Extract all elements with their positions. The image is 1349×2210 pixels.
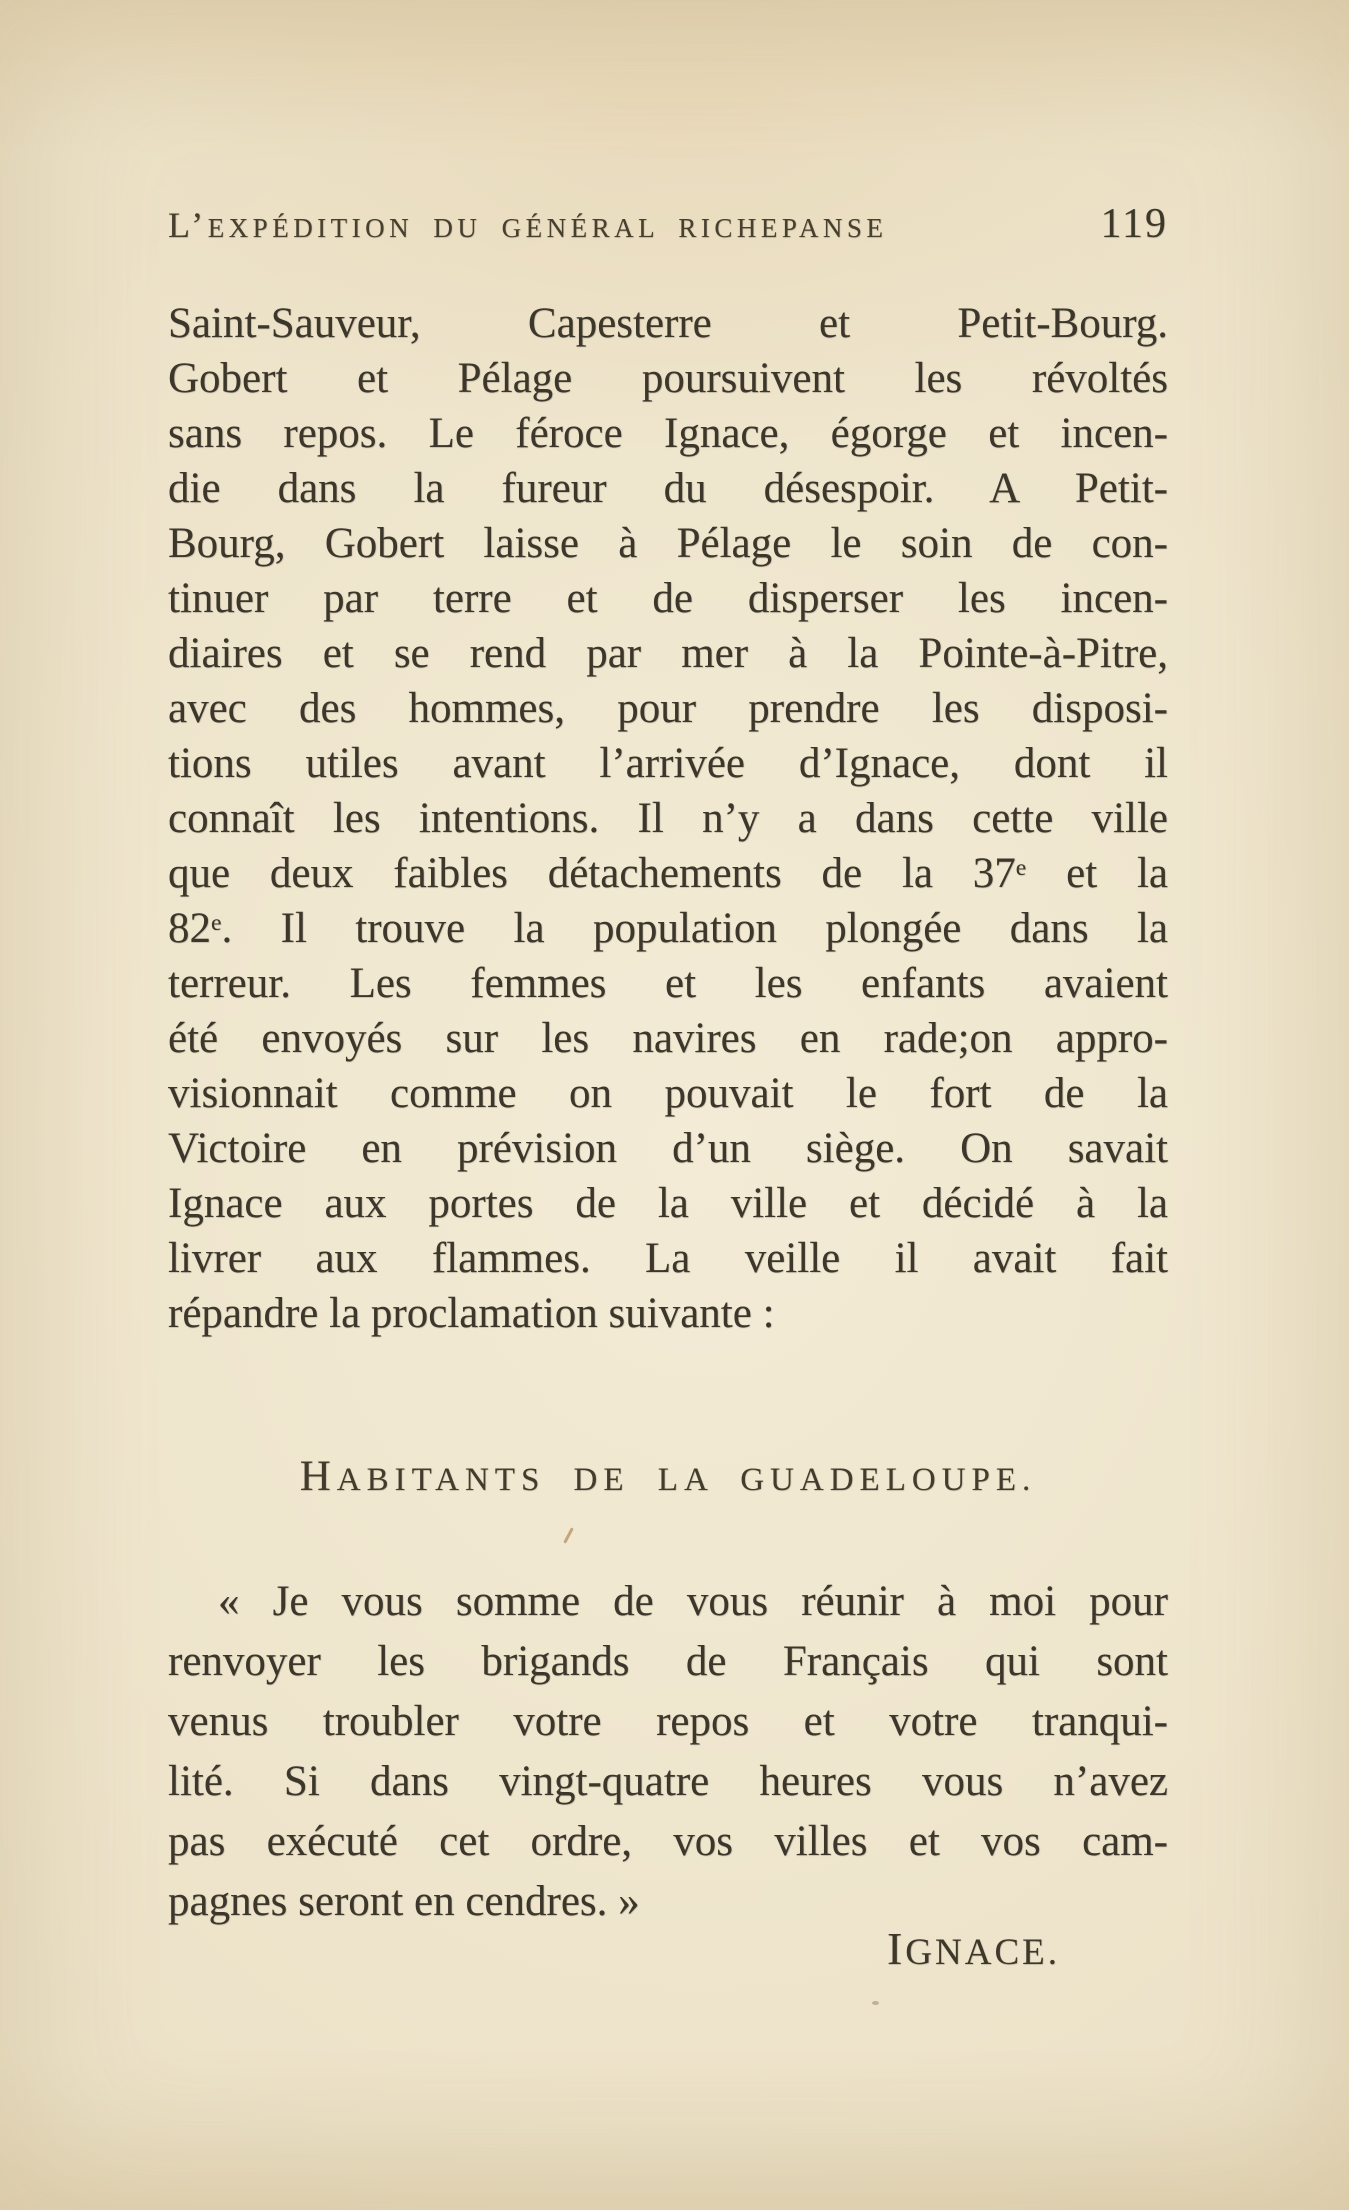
proclamation-paragraph bbox=[168, 1572, 1168, 1932]
text-line: « Je vous somme de vous réunir à moi pour bbox=[218, 1578, 1168, 1625]
text-line: été envoyés sur les navires en rade;on appro- bbox=[168, 1015, 1168, 1062]
text-line: Saint-Sauveur, Capesterre et Petit-Bourg. bbox=[168, 300, 1168, 347]
text-line: Ignace aux portes de la ville et décidé à la bbox=[168, 1180, 1168, 1227]
text-line: sans repos. Le féroce Ignace, égorge et incen- bbox=[168, 410, 1168, 457]
text-line: Gobert et Pélage poursuivent les révoltés bbox=[168, 355, 1168, 402]
text-line: avec des hommes, pour prendre les disposi- bbox=[168, 685, 1168, 732]
text-line: venus troubler votre repos et votre tranqui- bbox=[168, 1698, 1168, 1745]
page-number: 119 bbox=[1100, 201, 1168, 247]
text-line: die dans la fureur du désespoir. A Petit- bbox=[168, 465, 1168, 512]
text-line: répandre la proclamation suivante : bbox=[168, 1290, 775, 1337]
text-line: diaires et se rend par mer à la Pointe-à-Pitre, bbox=[168, 630, 1168, 677]
main-paragraph bbox=[168, 296, 1168, 1341]
text-line: Bourg, Gobert laisse à Pélage le soin de con- bbox=[168, 520, 1168, 567]
text-line: visionnait comme on pouvait le fort de la bbox=[168, 1070, 1168, 1117]
paper-speck bbox=[872, 2001, 879, 2005]
paper-speck bbox=[563, 1527, 574, 1543]
text-line: livrer aux flammes. La veille il avait fait bbox=[168, 1235, 1168, 1282]
text-line: terreur. Les femmes et les enfants avaient bbox=[168, 960, 1168, 1007]
text-line: pagnes seront en cendres. » bbox=[168, 1878, 640, 1925]
text-line: tions utiles avant l’arrivée d’Ignace, dont il bbox=[168, 740, 1168, 787]
text-line: lité. Si dans vingt-quatre heures vous n’avez bbox=[168, 1758, 1168, 1805]
text-line: Victoire en prévision d’un siège. On savait bbox=[168, 1125, 1168, 1172]
text-line: tinuer par terre et de disperser les incen- bbox=[168, 575, 1168, 622]
text-line: 82e. Il trouve la population plongée dans la bbox=[168, 905, 1168, 952]
text-line: pas exécuté cet ordre, vos villes et vos cam- bbox=[168, 1818, 1168, 1865]
proclamation-heading: HABITANTS DE LA GUADELOUPE. bbox=[299, 1453, 1037, 1500]
text-line: connaît les intentions. Il n’y a dans cette ville bbox=[168, 795, 1168, 842]
text-line: que deux faibles détachements de la 37e et la bbox=[168, 850, 1168, 897]
running-title: L’EXPÉDITION DU GÉNÉRAL RICHEPANSE bbox=[168, 205, 888, 245]
signature: IGNACE. bbox=[886, 1923, 1060, 1974]
running-head bbox=[168, 200, 1168, 248]
text-line: renvoyer les brigands de Français qui sont bbox=[168, 1638, 1168, 1685]
